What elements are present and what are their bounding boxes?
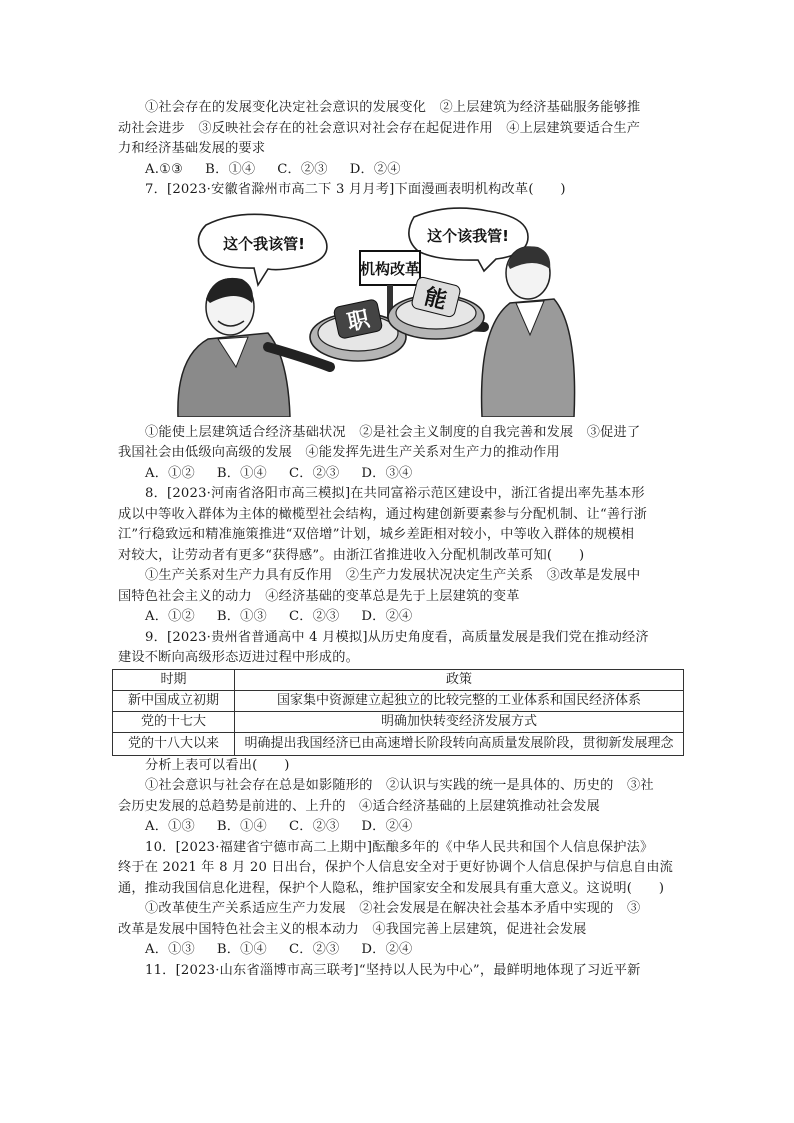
policy-table: [112, 669, 684, 756]
q8-options: [118, 607, 686, 628]
left-official-figure: [178, 277, 330, 416]
q10-choice-line: ①改革使生产关系适应生产力发展 ②社会发展是在解决社会基本矛盾中实现的 ③: [145, 901, 641, 916]
q7-options: [118, 464, 686, 485]
table-cell: 明确加快转变经济发展方式: [235, 711, 684, 732]
option-b[interactable]: B．①④: [216, 942, 267, 957]
q8-stem-line: 对较大，让劳动者有更多“获得感”。由浙江省推进收入分配机制改革可知( ): [118, 547, 585, 563]
q10-choice-line: 改革是发展中国特色社会主义的根本动力 ④我国完善上层建筑，促进社会发展: [118, 921, 587, 937]
table-cell: 明确提出我国经济已由高速增长阶段转向高质量发展阶段，贯彻新发展理念: [235, 732, 684, 755]
option-c[interactable]: C．②③: [277, 161, 328, 177]
q6-choice-line: ①社会存在的发展变化决定社会意识的发展变化 ②上层建筑为经济基础服务能够推: [145, 100, 641, 115]
option-b[interactable]: B．①④: [205, 161, 256, 177]
q8-choice-line: ①生产关系对生产力具有反作用 ②生产力发展状况决定生产关系 ③改革是发展中: [145, 568, 641, 583]
table-row: [113, 732, 684, 755]
plate-right-text: 能: [421, 284, 450, 314]
table-cell: 党的十八大以来: [113, 732, 235, 755]
option-d[interactable]: D．②④: [361, 609, 413, 624]
q9-choice-line: ①社会意识与社会存在总是如影随形的 ②认识与实践的统一是具体的、历史的 ③社: [145, 778, 654, 793]
option-d[interactable]: D．②④: [361, 942, 413, 957]
cartoon-illustration: [118, 207, 686, 417]
option-b[interactable]: B．①④: [216, 465, 267, 481]
q6-choice-line: 动社会进步 ③反映社会存在的社会意识对社会存在起促进作用 ④上层建筑要适合生产: [118, 120, 641, 136]
plate-left-text: 职: [345, 306, 372, 336]
document-page: [118, 98, 686, 981]
table-header: 政策: [235, 669, 684, 690]
q6-choice-line: 力和经济基础发展的要求: [118, 141, 266, 156]
option-d[interactable]: D．②④: [361, 819, 413, 834]
speech-bubble-left: [198, 214, 326, 285]
q8-stem-line: 成以中等收入群体为主体的橄榄型社会结构，通过构建创新要素参与分配机制、让“善行浙: [118, 506, 648, 522]
q9-stem-line: 9．[2023·贵州省普通高中 4 月模拟]从历史角度看，高质量发展是我们党在推动经济: [145, 629, 649, 645]
sign-text: 机构改革: [359, 259, 421, 278]
bubble-left-text: 这个我该管!: [223, 234, 305, 253]
q10-stem-line: 终于在 2021 年 8 月 20 日出台，保护个人信息安全对于更好协调个人信息保护与信息自由流: [118, 860, 674, 875]
table-row: [113, 690, 684, 711]
bubble-right-text: 这个该我管!: [427, 226, 509, 245]
option-a[interactable]: A．①③: [145, 819, 195, 834]
table-cell: 国家集中资源建立起独立的比较完整的工业体系和国民经济体系: [235, 690, 684, 711]
q10-stem-line: 10．[2023·福建省宁德市高二上期中]酝酿多年的《中华人民共和国个人信息保护法》: [145, 839, 654, 855]
option-a[interactable]: A．①③: [145, 942, 195, 957]
q8-stem-line: 8．[2023·河南省洛阳市高三模拟]在共同富裕示范区建设中，浙江省提出率先基本形: [145, 486, 645, 501]
option-a[interactable]: A.①③: [145, 161, 184, 177]
table-cell: 新中国成立初期: [113, 690, 235, 711]
option-d[interactable]: D．②④: [349, 161, 401, 177]
table-row: [113, 711, 684, 732]
q9-stem-line: 建设不断向高级形态迈进过程中形成的。: [118, 650, 359, 665]
q10-options: [118, 940, 686, 961]
q6-options: [118, 160, 686, 181]
q7-stem: 7．[2023·安徽省滁州市高二下 3 月月考]下面漫画表明机构改革( ): [145, 182, 566, 197]
option-c[interactable]: C．②③: [288, 942, 340, 957]
table-header: 时期: [113, 669, 235, 690]
option-d[interactable]: D．③④: [361, 465, 413, 481]
q10-stem-line: 通，推动我国信息化进程，保护个人隐私，维护国家安全和发展具有重大意义。这说明( ): [118, 880, 665, 896]
option-a[interactable]: A．①②: [145, 609, 195, 624]
q8-stem-line: 江”行稳致远和精准施策推进“双倍增”计划，城乡差距相对较小，中等收入群体的规模相: [118, 527, 635, 542]
option-a[interactable]: A．①②: [145, 465, 195, 481]
option-c[interactable]: C．②③: [288, 819, 340, 834]
q11-stem-line: 11．[2023·山东省淄博市高三联考]“坚持以人民为中心”，最鲜明地体现了习近平新: [145, 962, 641, 978]
option-c[interactable]: C．②③: [288, 609, 340, 624]
option-c[interactable]: C．②③: [288, 465, 340, 481]
table-header-row: [113, 669, 684, 690]
q8-choice-line: 国特色社会主义的动力 ④经济基础的变革总是先于上层建筑的变革: [118, 588, 520, 604]
reform-cartoon: [118, 207, 686, 417]
option-b[interactable]: B．①③: [216, 609, 267, 624]
q9-choice-line: 会历史发展的总趋势是前进的、上升的 ④适合经济基础的上层建筑推动社会发展: [118, 798, 600, 814]
q7-choice-line: 我国社会由低级向高级的发展 ④能发挥先进生产关系对生产力的推动作用: [118, 445, 560, 460]
q9-prompt: 分析上表可以看出( ): [145, 757, 290, 773]
q9-options: [118, 817, 686, 838]
table-cell: 党的十七大: [113, 711, 235, 732]
option-b[interactable]: B．①④: [216, 819, 267, 834]
q7-choice-line: ①能使上层建筑适合经济基础状况 ②是社会主义制度的自我完善和发展 ③促进了: [145, 424, 641, 440]
